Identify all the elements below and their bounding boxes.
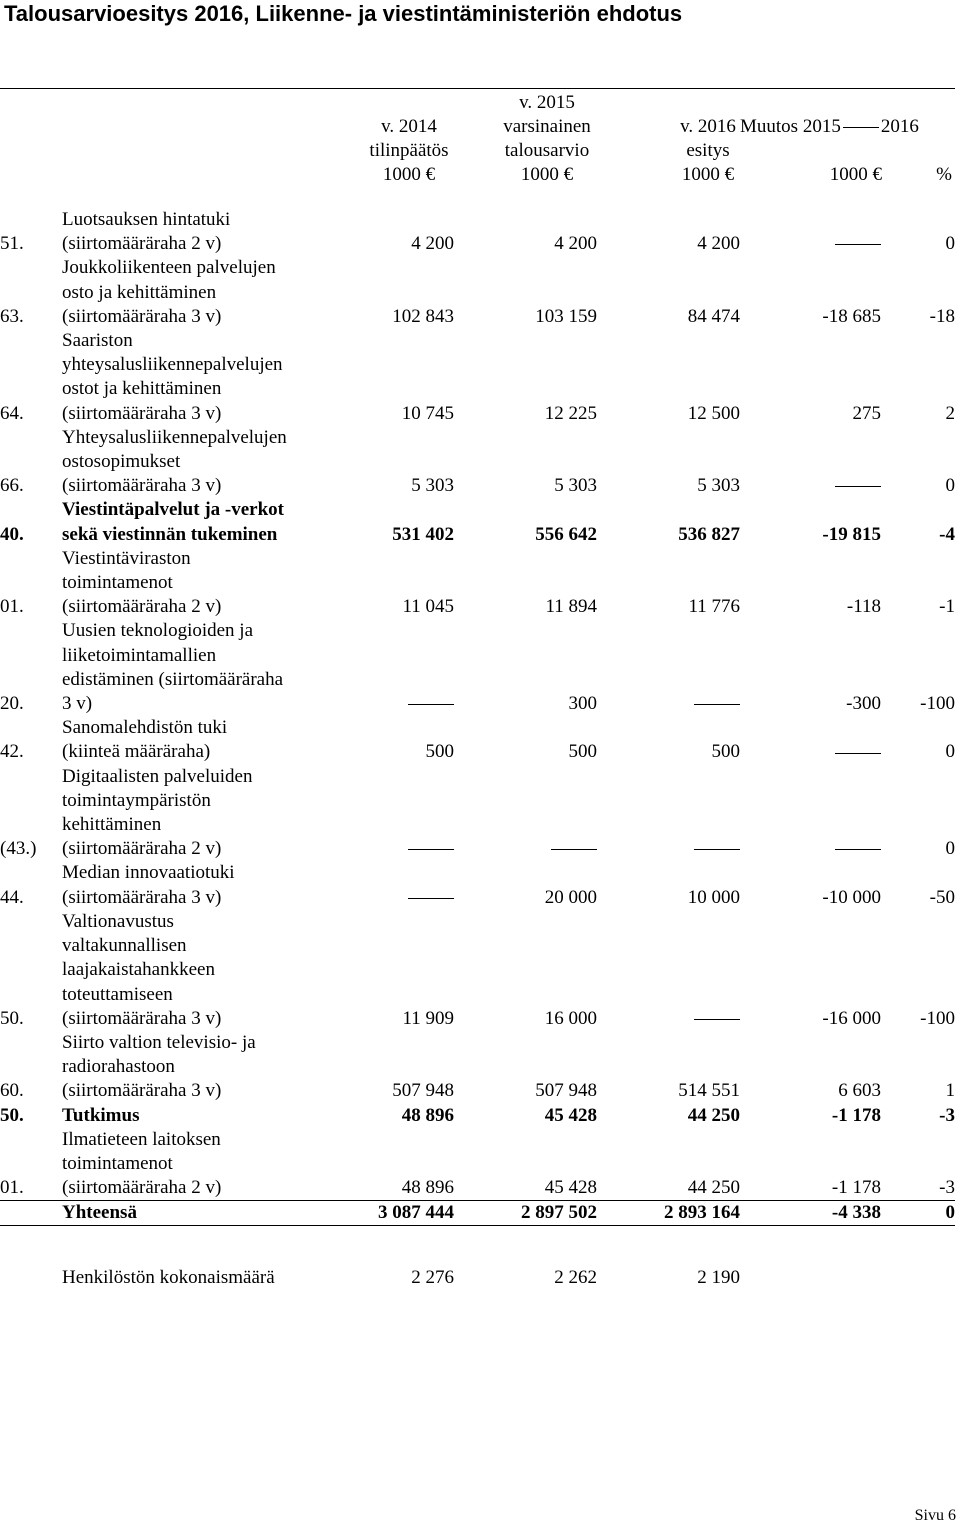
staff-value-2016: 2 190 [697, 1267, 740, 1288]
value-cell: 45 428 [544, 1177, 597, 1199]
value-cell: 16 000 [544, 1007, 597, 1029]
value-cell: 4 200 [697, 233, 740, 255]
value-cell: 536 827 [678, 523, 740, 545]
table-row [0, 716, 955, 764]
value-cell: -118 [846, 596, 881, 618]
header-col-pct-unit: % [936, 164, 952, 185]
value-cell: -16 000 [822, 1007, 881, 1029]
value-cell: -100 [920, 693, 955, 715]
table-row [0, 1104, 955, 1128]
empty-dash [312, 861, 454, 909]
value-cell: 2 897 502 [454, 1201, 597, 1226]
dash-line [408, 898, 454, 899]
item-name: Sanomalehdistön tuki (kiinteä määräraha) [62, 717, 228, 763]
value-cell: -10 000 [822, 886, 881, 908]
total-row [0, 1201, 955, 1226]
dash-line [835, 486, 881, 487]
item-code: 01. [0, 596, 24, 618]
value-cell: 500 [425, 741, 454, 763]
header-muutos-year: 2016 [880, 116, 919, 137]
item-code: 60. [0, 1080, 24, 1102]
dash-line [843, 127, 879, 128]
header-muutos [740, 115, 940, 139]
staff-label: Henkilöstön kokonaismäärä [62, 1267, 275, 1288]
table-row [0, 1128, 955, 1201]
item-name: Luotsauksen hintatuki (siirtomääräraha 2 v) [62, 209, 231, 255]
value-cell: 45 428 [544, 1104, 597, 1126]
value-cell: 556 642 [535, 523, 597, 545]
item-code: 44. [0, 886, 24, 908]
staff-value-2014: 2 276 [411, 1267, 454, 1288]
empty-dash [597, 910, 740, 1031]
value-cell: 102 843 [392, 305, 454, 327]
empty-dash [740, 208, 881, 256]
dash-line [551, 849, 597, 850]
header-col-2016 [672, 115, 744, 187]
value-cell: 2 [945, 402, 955, 424]
table-row [0, 1031, 955, 1104]
page-number: Sivu 6 [914, 1507, 956, 1524]
header-text: v. 2014 [381, 116, 437, 137]
value-cell: -300 [846, 693, 881, 715]
item-code: 01. [0, 1177, 24, 1199]
dash-line [835, 753, 881, 754]
value-cell: 500 [568, 741, 597, 763]
dash-line [835, 849, 881, 850]
page-title: Talousarvioesitys 2016, Liikenne- ja viestintäministeriön ehdotus [4, 1, 683, 26]
item-code: 63. [0, 305, 24, 327]
table-row [0, 619, 955, 716]
header-muutos-label: Muutos 2015 [740, 116, 841, 137]
table-row [0, 765, 955, 862]
header-text: esitys [686, 140, 730, 161]
value-cell: 0 [945, 475, 955, 497]
budget-table [0, 208, 955, 1226]
header-col-2014 [362, 115, 456, 187]
item-code: 42. [0, 741, 24, 763]
value-cell: 5 303 [697, 475, 740, 497]
table-row [0, 547, 955, 620]
empty-dash [312, 765, 454, 862]
value-cell: 300 [568, 693, 597, 715]
item-name: Ilmatieteen laitoksen toimintamenot (siirtomääräraha 2 v) [62, 1128, 222, 1199]
header-text: 1000 € [520, 164, 574, 185]
dash-line [694, 849, 740, 850]
value-cell: 5 303 [411, 475, 454, 497]
header-text: 1000 € [382, 164, 436, 185]
header-text: varsinainen [503, 116, 591, 137]
value-cell: 11 776 [688, 596, 740, 618]
value-cell: -1 178 [831, 1177, 881, 1199]
dash-line [694, 1019, 740, 1020]
value-cell: 44 250 [687, 1104, 740, 1126]
total-label: Yhteensä [62, 1201, 312, 1226]
dash-line [694, 704, 740, 705]
value-cell: 10 000 [687, 886, 740, 908]
value-cell: 507 948 [535, 1080, 597, 1102]
value-cell: 11 909 [402, 1007, 454, 1029]
item-code: (43.) [0, 838, 37, 860]
value-cell: 500 [711, 741, 740, 763]
value-cell: 275 [852, 402, 881, 424]
value-cell: 84 474 [687, 305, 740, 327]
empty-dash [740, 716, 881, 764]
value-cell: -3 [939, 1177, 955, 1199]
item-name: Viestintäpalvelut ja -verkot sekä viestinnän tukeminen [62, 499, 284, 545]
item-name: Viestintäviraston toimintamenot (siirtomääräraha 2 v) [62, 547, 222, 618]
table-row [0, 256, 955, 329]
item-code: 20. [0, 693, 24, 715]
staff-value-2015: 2 262 [554, 1267, 597, 1288]
value-cell: 0 [945, 838, 955, 860]
header-text: 1000 € [681, 164, 735, 185]
value-cell: -1 178 [831, 1104, 881, 1126]
item-name: Valtionavustus valtakunnallisen laajakaistahankkeen toteuttamiseen (siirtomääräraha 3 v) [62, 910, 222, 1029]
value-cell: 6 603 [838, 1080, 881, 1102]
empty-dash [597, 765, 740, 862]
value-cell: 48 896 [401, 1104, 454, 1126]
empty-dash [454, 765, 597, 862]
value-cell: 4 200 [411, 233, 454, 255]
value-cell: 20 000 [544, 886, 597, 908]
header-col-2015 [492, 91, 602, 187]
dash-line [408, 849, 454, 850]
value-cell: 4 200 [554, 233, 597, 255]
item-name: Saariston yhteysalusliikennepalvelujen ostot ja kehittäminen (siirtomääräraha 3 v) [62, 330, 283, 424]
item-name: Uusien teknologioiden ja liiketoimintamallien edistäminen (siirtomääräraha 3 v) [62, 620, 284, 715]
header-text: tilinpäätös [369, 140, 449, 161]
item-name: Tutkimus [62, 1104, 140, 1126]
value-cell: 44 250 [687, 1177, 740, 1199]
item-name: Siirto valtion televisio- ja radiorahastoon (siirtomääräraha 3 v) [62, 1031, 256, 1102]
value-cell: -4 338 [740, 1201, 881, 1226]
value-cell: -18 685 [822, 305, 881, 327]
value-cell: 10 745 [401, 402, 454, 424]
value-cell: -1 [939, 596, 955, 618]
value-cell: -18 [929, 305, 955, 327]
value-cell: -3 [939, 1104, 955, 1126]
empty-dash [740, 765, 881, 862]
header-rule [0, 88, 955, 89]
table-row [0, 208, 955, 256]
value-cell: 11 045 [402, 596, 454, 618]
value-cell: -100 [920, 1007, 955, 1029]
value-cell: 1 [945, 1080, 955, 1102]
table-row [0, 329, 955, 426]
value-cell: 531 402 [392, 523, 454, 545]
value-cell: 0 [945, 741, 955, 763]
value-cell: 2 893 164 [597, 1201, 740, 1226]
value-cell: 0 [881, 1201, 955, 1226]
item-code: 50. [0, 1007, 24, 1029]
item-name: Digitaalisten palveluiden toimintaympäristön kehittäminen (siirtomääräraha 2 v) [62, 765, 253, 860]
table-row [0, 861, 955, 909]
header-text: talousarvio [504, 140, 590, 161]
value-cell: 11 894 [545, 596, 597, 618]
table-row [0, 426, 955, 499]
value-cell: 514 551 [678, 1080, 740, 1102]
dash-line [408, 704, 454, 705]
header-col-change-unit: 1000 € [829, 164, 882, 185]
table-row [0, 498, 955, 546]
empty-dash [740, 426, 881, 499]
item-code: 50. [0, 1104, 24, 1126]
item-name: Joukkoliikenteen palvelujen osto ja kehittäminen (siirtomääräraha 3 v) [62, 257, 276, 327]
empty-dash [312, 619, 454, 716]
value-cell: -4 [939, 523, 955, 545]
value-cell: 48 896 [401, 1177, 454, 1199]
item-code: 40. [0, 523, 24, 545]
value-cell: -19 815 [822, 523, 881, 545]
empty-dash [597, 619, 740, 716]
value-cell: 507 948 [392, 1080, 454, 1102]
item-name: Yhteysalusliikennepalvelujen ostosopimukset (siirtomääräraha 3 v) [62, 426, 287, 497]
value-cell: 12 500 [687, 402, 740, 424]
value-cell: 5 303 [554, 475, 597, 497]
header-text: v. 2016 [680, 116, 736, 137]
item-code: 64. [0, 402, 24, 424]
value-cell: -50 [929, 886, 955, 908]
value-cell: 103 159 [535, 305, 597, 327]
total-code [0, 1201, 62, 1226]
value-cell: 12 225 [544, 402, 597, 424]
value-cell: 3 087 444 [312, 1201, 454, 1226]
table-row [0, 910, 955, 1031]
item-code: 51. [0, 233, 24, 255]
item-name: Median innovaatiotuki (siirtomääräraha 3 v) [62, 862, 235, 908]
header-text: v. 2015 [519, 92, 575, 113]
dash-line [835, 244, 881, 245]
item-code: 66. [0, 475, 24, 497]
value-cell: 0 [945, 233, 955, 255]
